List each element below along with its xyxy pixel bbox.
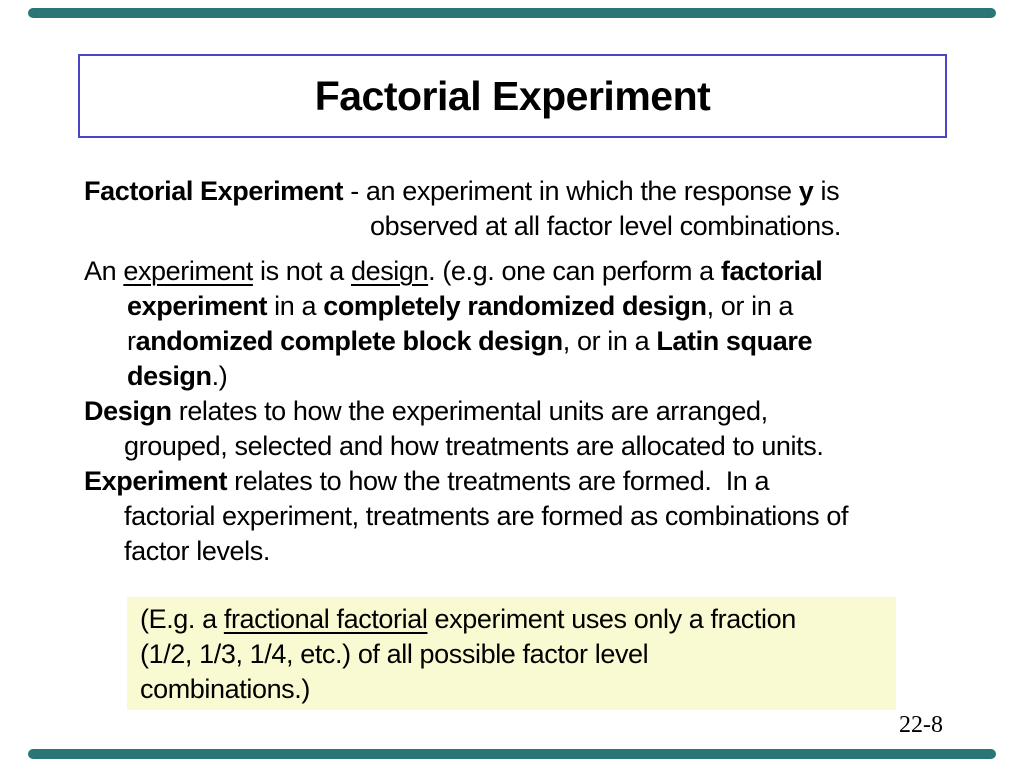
text-segment: experiment uses only a fraction [427,604,796,634]
text-segment: experiment [127,291,268,321]
text-line [124,534,954,569]
text-line [84,394,954,429]
text-segment: An [84,256,124,286]
top-accent-bar [28,8,996,18]
text-line [140,672,884,707]
paragraph-experiment [84,464,954,569]
text-line [127,359,954,394]
title-box [78,54,947,138]
page-number: 22-8 [899,712,943,738]
text-segment: (E.g. a [140,604,224,634]
text-segment: in a [267,291,324,321]
text-segment: factor levels. [124,536,270,566]
text-segment: Experiment [84,466,228,496]
text-segment: combinations.) [140,674,310,704]
text-line [127,324,954,359]
text-line [140,637,884,672]
text-segment: fractional factorial [223,604,428,634]
paragraph-definition [84,174,954,244]
body-text [84,174,954,569]
paragraph-experiment-vs-design [84,254,954,394]
text-line [370,209,954,244]
text-segment: design [350,256,429,286]
text-line [84,174,954,209]
text-line [127,289,954,324]
text-segment: Factorial Experiment [84,176,344,206]
text-segment: Design [84,396,172,426]
text-segment: completely randomized design [323,291,707,321]
text-segment: observed at all factor level combinations. [370,211,841,241]
text-line [140,602,884,637]
text-segment: y [798,176,814,206]
text-segment: r [127,326,136,356]
text-segment: , or in a [562,326,657,356]
text-segment: , or in a [706,291,794,321]
text-segment: design [127,361,212,391]
text-segment: .) [211,361,228,391]
text-line [84,254,954,289]
text-segment: is [813,176,840,206]
paragraph-design [84,394,954,464]
highlight-box [127,597,896,710]
text-segment: factorial experiment, treatments are formed as combinations of [124,501,849,531]
text-line [124,499,954,534]
text-segment: (1/2, 1/3, 1/4, etc.) of all possible factor level [140,639,649,669]
text-segment: andomized complete block design [135,326,563,356]
text-segment: - an experiment in which the response [343,176,799,206]
text-segment: factorial [720,256,823,286]
text-line [124,429,954,464]
slide-title: Factorial Experiment [314,72,711,119]
text-segment: relates to how the experimental units are arranged, [171,396,768,426]
text-segment: grouped, selected and how treatments are allocated to units. [124,431,824,461]
text-line [84,464,954,499]
text-segment: relates to how the treatments are formed. In a [227,466,770,496]
text-segment: is not a [252,256,351,286]
text-segment: . (e.g. one can perform a [428,256,721,286]
text-segment: experiment [123,256,253,286]
bottom-accent-bar [28,749,996,759]
text-segment: Latin square [656,326,813,356]
